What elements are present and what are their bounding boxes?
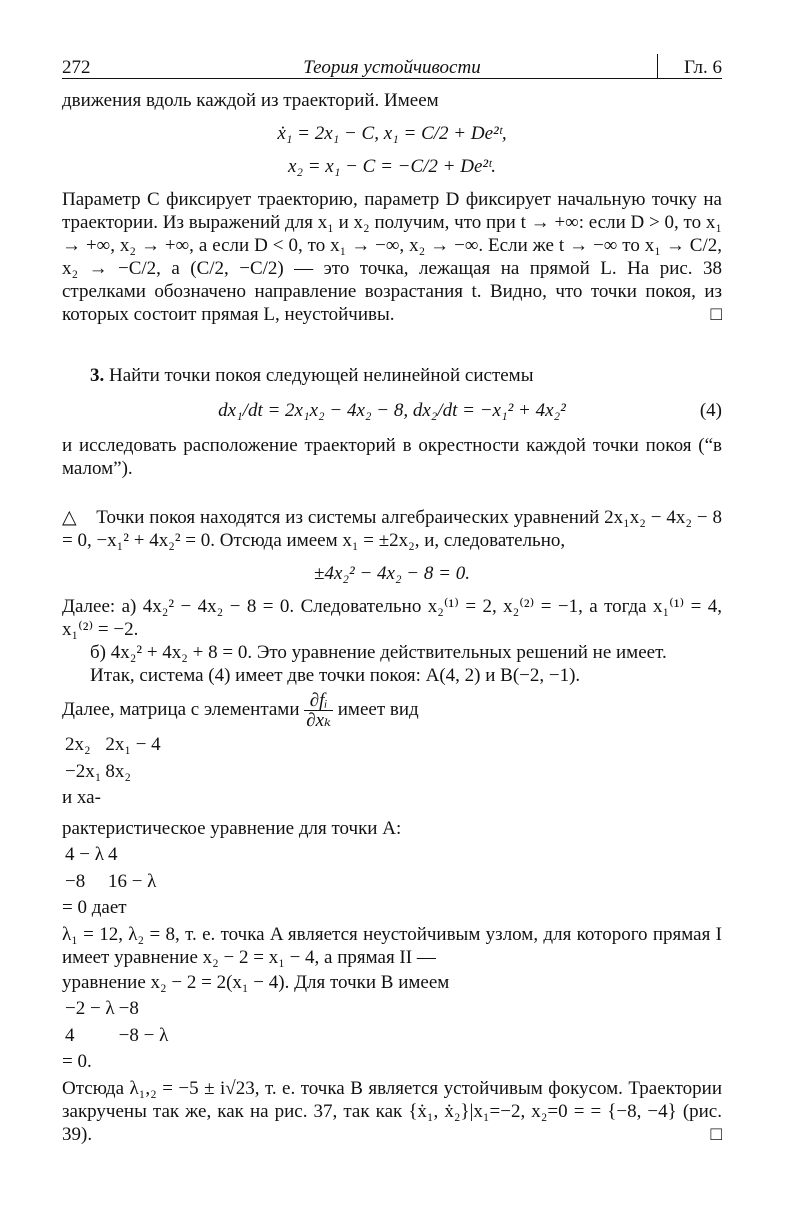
paragraph-1: движения вдоль каждой из траекторий. Имеем xyxy=(62,90,439,111)
paragraph-12-text: Отсюда λ₁,₂ = −5 ± i√23, т. е. точка B является устойчивым фокусом. Траектории закручены так же, как на рис. 37, так как {ẋ₁, ẋ₂}|x₁=−2, x₂=0 = = {−8, −4} (рис. 39). xyxy=(62,1078,722,1145)
equation-1: ẋ₁ = 2x₁ − C, x₁ = C/2 + De²ᵗ, xyxy=(277,123,507,144)
paragraph-3: и исследовать расположение траекторий в окрестности каждой точки покоя (“в малом”). xyxy=(62,435,722,479)
equation-5: ±4x₂² − 4x₂ − 8 = 0. xyxy=(314,563,470,584)
problem-number: 3. xyxy=(90,365,105,386)
paragraph-9 xyxy=(62,817,722,840)
qed-mark-2: □ xyxy=(710,1124,722,1145)
m1-cell-22: 8x₂ xyxy=(105,761,131,782)
solution-triangle: △ xyxy=(62,507,77,528)
page xyxy=(62,52,722,1146)
m2-cell-12: 4 xyxy=(107,844,118,865)
paragraph-2-text: Параметр C фиксирует траекторию, параметр D фиксирует начальную точку на траектории. Из выражений для x₁ и x₂ получим, что при t → +∞: если D > 0, то x₁ → +∞, x₂ → +∞, а если D < 0, то x₁ → −∞, x₂ → −∞. Если же t → −∞ то x₁ → C/2, x₂ → −C/2, а (C/2, −C/2) — это точка, лежащая на прямой L. На рис. 38 стрелками обозначено направление возрастания t. Видно, что точки покоя, из которых состоит прямая L, неустойчивы. xyxy=(62,189,722,325)
paragraph-12 xyxy=(62,1077,722,1146)
paragraph-8-b: имеет вид xyxy=(337,698,419,720)
partial-derivative-fraction xyxy=(304,691,333,730)
paragraph-9-a: рактеристическое уравнение для точки A: xyxy=(62,818,402,839)
m3-cell-12: −8 xyxy=(118,998,139,1019)
qed-mark-1: □ xyxy=(710,304,722,325)
m1-cell-12: 2x₁ − 4 xyxy=(105,734,161,755)
paragraph-2 xyxy=(62,188,722,326)
equation-4 xyxy=(62,399,722,422)
problem-statement xyxy=(62,364,722,387)
chapter-label: Гл. 6 xyxy=(683,57,722,78)
equation-4-body: dx₁/dt = 2x₁x₂ − 4x₂ − 8, dx₂/dt = −x₁² + 4x₂² xyxy=(218,400,566,421)
paragraph-11-a: уравнение x₂ − 2 = 2(x₁ − 4). Для точки B имеем xyxy=(62,972,450,993)
running-title: Теория устойчивости xyxy=(303,57,481,78)
paragraph-10: λ₁ = 12, λ₂ = 8, т. е. точка A является неустойчивым узлом, для которого прямая I имеет уравнение x₂ − 2 = x₁ − 4, а прямая II — xyxy=(62,924,722,968)
m3-cell-22: −8 − λ xyxy=(118,1025,169,1046)
page-number: 272 xyxy=(62,57,91,78)
paragraph-4 xyxy=(62,506,722,552)
paragraph-7: Итак, система (4) имеет две точки покоя: A(4, 2) и B(−2, −1). xyxy=(90,665,581,686)
paragraph-4-text: Точки покоя находятся из системы алгебраических уравнений 2x₁x₂ − 4x₂ − 8 = 0, −x₁² + 4x₂² = 0. Отсюда имеем x₁ = ±2x₂, и, следовательно, xyxy=(62,507,722,551)
paragraph-8-c: и ха- xyxy=(62,787,101,808)
m3-cell-11: −2 − λ xyxy=(65,998,115,1019)
paragraph-8 xyxy=(62,691,722,730)
m1-cell-21: −2x₁ xyxy=(65,761,102,782)
m2-cell-21: −8 xyxy=(65,871,86,892)
paragraph-9-b: = 0 дает xyxy=(62,897,127,918)
frac-numerator: ∂fᵢ xyxy=(304,691,333,711)
paragraph-11 xyxy=(62,971,722,994)
frac-denominator: ∂xₖ xyxy=(306,710,332,731)
m3-cell-21: 4 xyxy=(65,1025,75,1046)
equation-4-number: (4) xyxy=(699,400,722,421)
paragraph-6: б) 4x₂² + 4x₂ + 8 = 0. Это уравнение действительных решений не имеет. xyxy=(90,642,667,663)
paragraph-8-a: Далее, матрица с элементами xyxy=(62,698,300,720)
equation-2: x₂ = x₁ − C = −C/2 + De²ᵗ. xyxy=(287,156,497,177)
running-header xyxy=(62,52,722,79)
problem-text: Найти точки покоя следующей нелинейной системы xyxy=(109,365,534,386)
header-divider xyxy=(657,54,658,78)
m2-cell-22: 16 − λ xyxy=(107,871,157,892)
paragraph-11-b: = 0. xyxy=(62,1051,92,1072)
paragraph-5: Далее: а) 4x₂² − 4x₂ − 8 = 0. Следовательно x₂⁽¹⁾ = 2, x₂⁽²⁾ = −1, а тогда x₁⁽¹⁾ = 4, x₁⁽²⁾ = −2. xyxy=(62,596,722,640)
m1-cell-11: 2x₂ xyxy=(65,734,91,755)
m2-cell-11: 4 − λ xyxy=(65,844,104,865)
